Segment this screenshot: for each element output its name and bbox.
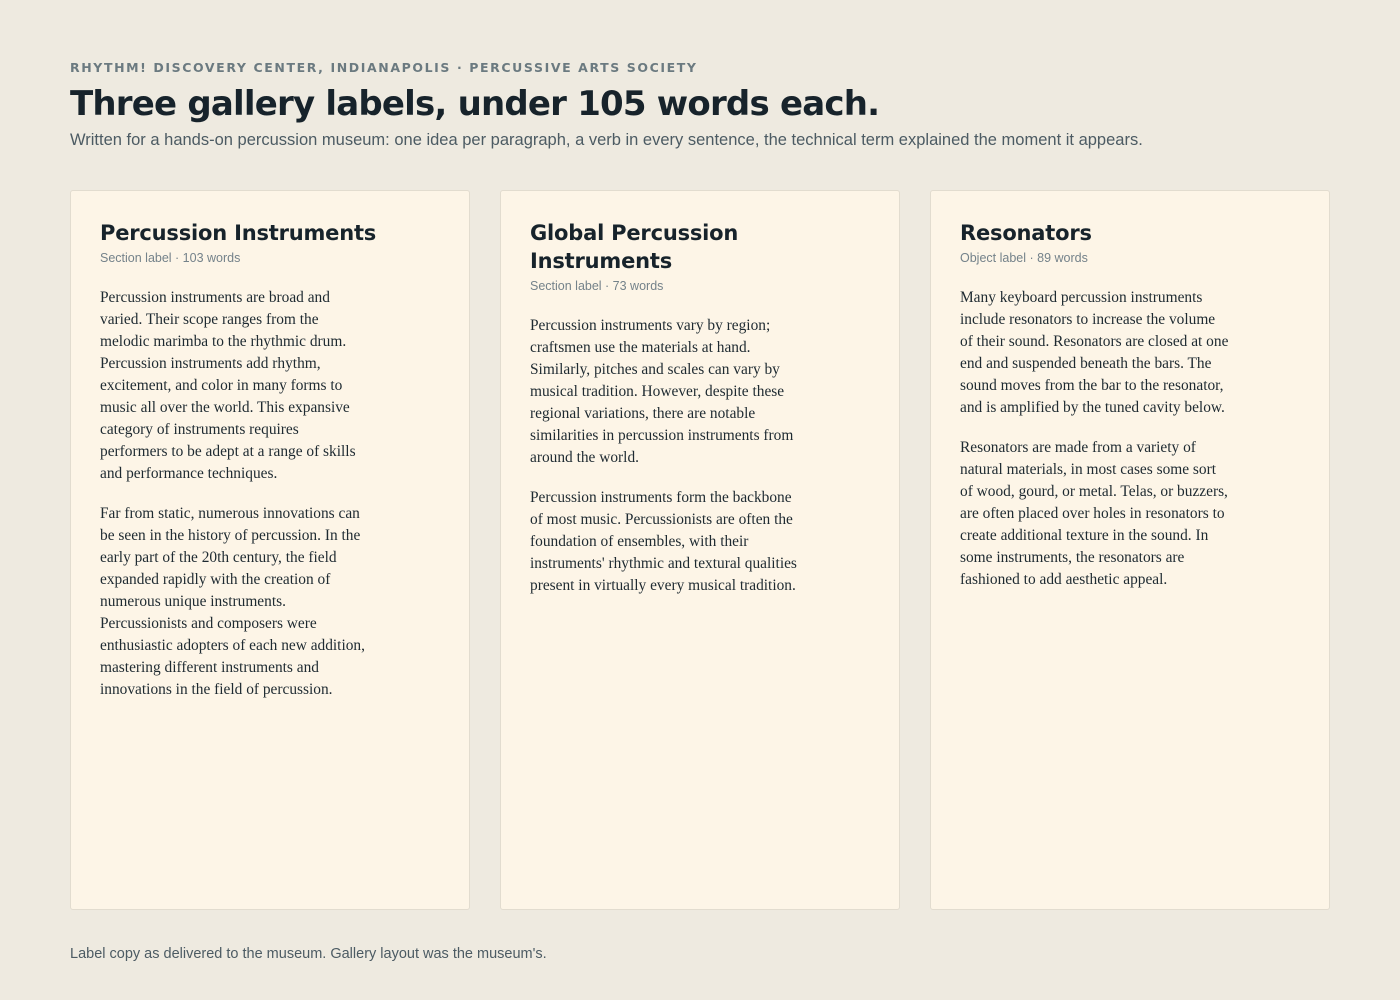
card-paragraph: Resonators are made from a variety of natural materials, in most cases some sort of wood, gourd, or metal. Telas, or buzzers, are often placed over holes in resonators to create additional texture in the sound. In some instruments, the resonators are fashioned to add aesthetic appeal.: [960, 439, 1228, 588]
institution-kicker: RHYTHM! DISCOVERY CENTER, INDIANAPOLIS · PERCUSSIVE ARTS SOCIETY: [70, 60, 698, 75]
card-meta: Section label · 73 words: [530, 279, 664, 293]
label-cards: [70, 190, 1330, 910]
card-meta: Section label · 103 words: [100, 251, 241, 265]
label-card-global-percussion-instruments: [500, 190, 900, 910]
label-card-percussion-instruments: [70, 190, 470, 910]
card-title: Global Percussion Instruments: [530, 221, 739, 273]
card-paragraph: Far from static, numerous innovations can be seen in the history of percussion. In the early part of the 20th century, the field expanded rapidly with the creation of numerous unique instruments. Percussionists and composers were enthusiastic adopters of each new addition, mastering different instruments and innovations in the field of percussion.: [100, 505, 365, 698]
page-title: Three gallery labels, under 105 words each.: [70, 84, 880, 124]
footer-note: Label copy as delivered to the museum. Gallery layout was the museum's.: [70, 946, 547, 962]
label-card-resonators: [930, 190, 1330, 910]
card-meta: Object label · 89 words: [960, 251, 1088, 265]
page-subtitle: Written for a hands-on percussion museum: one idea per paragraph, a verb in every sentence, the technical term explained the moment it appears.: [70, 131, 1143, 149]
card-body: [960, 287, 1230, 591]
card-paragraph: Many keyboard percussion instruments include resonators to increase the volume of their sound. Resonators are closed at one end and suspended beneath the bars. The sound moves from the bar to the resonator, and is amplified by the tuned cavity below.: [960, 289, 1229, 416]
card-paragraph: Percussion instruments form the backbone of most music. Percussionists are often the foundation of ensembles, with their instruments' rhythmic and textural qualities present in virtually every musical tradition.: [530, 489, 797, 594]
card-paragraph: Percussion instruments are broad and varied. Their scope ranges from the melodic marimba to the rhythmic drum. Percussion instruments add rhythm, excitement, and color in many forms to music all over the world. This expansive category of instruments requires performers to be adept at a range of skills and performance techniques.: [100, 289, 356, 482]
card-title: Percussion Instruments: [100, 221, 377, 245]
card-body: [100, 287, 370, 701]
card-paragraph: Percussion instruments vary by region; craftsmen use the materials at hand. Similarly, pitches and scales can vary by musical tradition. However, despite these regional variations, there are notable similarities in percussion instruments from around the world.: [530, 317, 794, 466]
card-title: Resonators: [960, 221, 1092, 245]
card-body: [530, 315, 800, 597]
